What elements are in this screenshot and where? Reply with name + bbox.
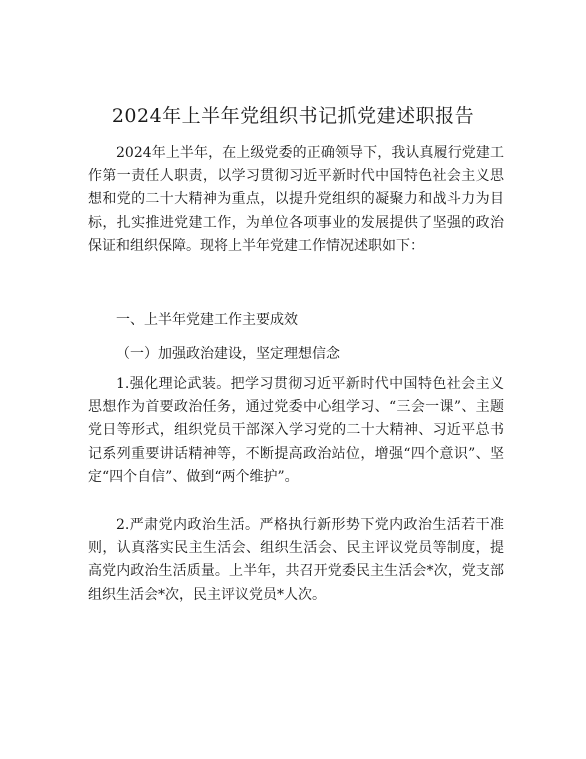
subsection-heading: （一）加强政治建设，坚定理想信念 [116, 346, 340, 362]
document-title: 2024年上半年党组织书记抓党建述职报告 [111, 105, 475, 127]
item1-block [88, 373, 504, 489]
item2-block [88, 514, 504, 607]
section-heading-block [88, 309, 504, 332]
intro-block [88, 142, 504, 258]
item1-paragraph: 1.强化理论武装。把学习贯彻习近平新时代中国特色社会主义思想作为首要政治任务，通过党委中心组学习、“三会一课”、主题党日等形式，组织党员干部深入学习党的二十大精神、习近平总书记系列重要讲话精神等，不断提高政治站位，增强“四个意识”、坚定“四个自信”、做到“两个维护”。 [88, 376, 504, 485]
intro-paragraph: 2024年上半年，在上级党委的正确领导下，我认真履行党建工作第一责任人职责，以学习贯彻习近平新时代中国特色社会主义思想和党的二十大精神为重点，以提升党组织的凝聚力和战斗力为目标，扎实推进党建工作，为单位各项事业的发展提供了坚强的政治保证和组织保障。现将上半年党建工作情况述职如下： [88, 145, 504, 254]
item2-paragraph: 2.严肃党内政治生活。严格执行新形势下党内政治生活若干准则，认真落实民主生活会、组织生活会、民主评议党员等制度，提高党内政治生活质量。上半年，共召开党委民主生活会*次，党支部组织生活会*次，民主评议党员*人次。 [88, 517, 504, 603]
subsection-heading-block [88, 343, 504, 366]
section-heading: 一、上半年党建工作主要成效 [116, 312, 298, 328]
